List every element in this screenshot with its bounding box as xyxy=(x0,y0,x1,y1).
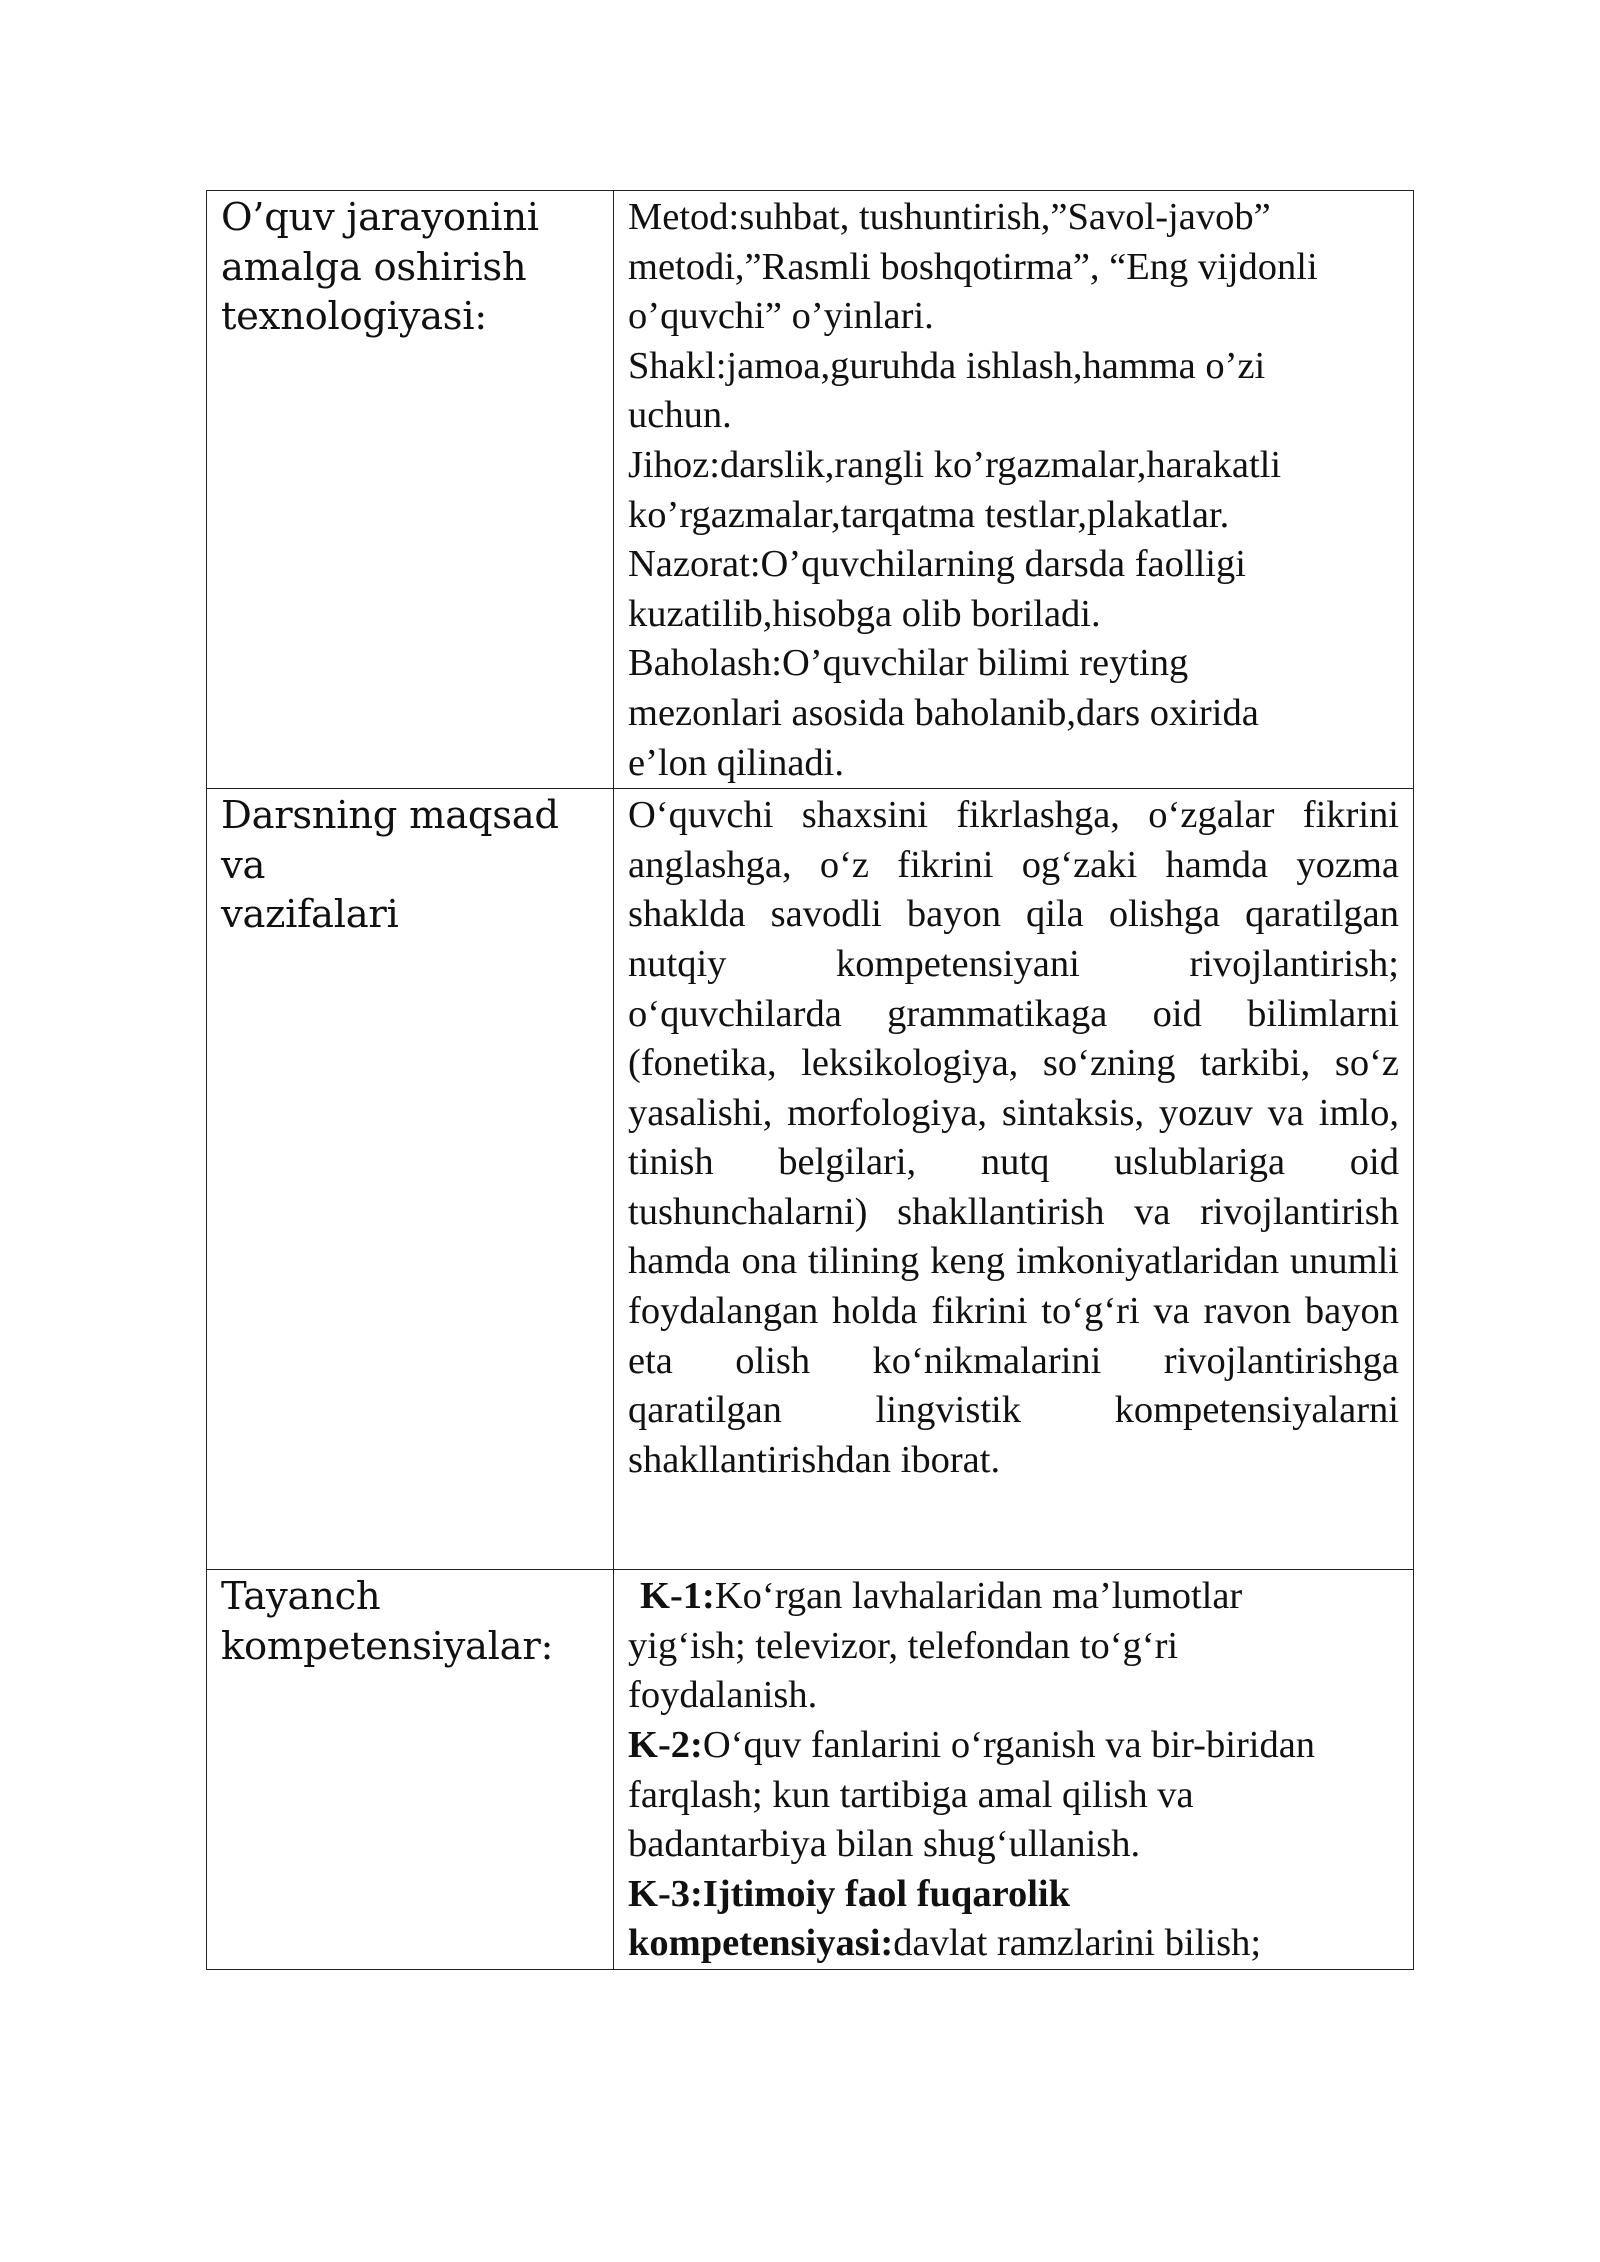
label-line: vazifalari xyxy=(221,892,399,938)
content-line: mezonlari asosida baholanib,dars oxirida xyxy=(628,691,1259,734)
lesson-plan-table xyxy=(206,190,1414,1970)
competency-text: davlat ramzlarini bilish; xyxy=(893,1922,1262,1965)
content-line: e’lon qilinadi. xyxy=(628,741,844,784)
row-label xyxy=(207,191,614,789)
label-line: kompetensiyalar: xyxy=(221,1623,554,1669)
content-line: ko’rgazmalar,tarqatma testlar,plakatlar. xyxy=(628,493,1230,536)
competency-title: Ijtimoiy faol fuqarolik xyxy=(702,1872,1071,1915)
row-content xyxy=(614,1570,1414,1970)
competency-code: K-2: xyxy=(628,1723,703,1766)
competency-k3-continued xyxy=(628,1919,1399,1969)
competency-k1 xyxy=(628,1572,1399,1622)
content-line: Metod:suhbat, tushuntirish,”Savol-javob” xyxy=(628,196,1271,238)
row-label xyxy=(207,1570,614,1970)
competency-text: yig‘ish; televizor, telefondan to‘g‘ri xyxy=(628,1624,1179,1667)
row-content xyxy=(614,191,1414,789)
competency-code: K-3: xyxy=(628,1872,703,1915)
table-row xyxy=(207,191,1414,789)
content-line: Baholash:O’quvchilar bilimi reyting xyxy=(628,642,1189,685)
label-line: O’quv jarayonini xyxy=(221,195,539,240)
competency-text: badantarbiya bilan shug‘ullanish. xyxy=(628,1823,1141,1866)
competency-k3 xyxy=(628,1870,1399,1920)
row-content xyxy=(614,789,1414,1570)
content-line: Nazorat:O’quvchilarning darsda faolligi xyxy=(628,543,1246,586)
label-line: amalga oshirish xyxy=(221,244,527,290)
label-line: Darsning maqsad va xyxy=(221,793,559,888)
content-line: o’quvchi” o’yinlari. xyxy=(628,295,934,338)
content-line: Shakl:jamoa,guruhda ishlash,hamma o’zi xyxy=(628,344,1266,387)
content-line: uchun. xyxy=(628,394,732,437)
competency-code: K-1: xyxy=(640,1575,715,1618)
label-line: texnologiyasi: xyxy=(221,294,487,340)
competency-text: O‘quv fanlarini o‘rganish va bir-biridan xyxy=(702,1723,1316,1766)
label-line: Tayanch xyxy=(221,1574,381,1620)
row-label xyxy=(207,789,614,1570)
content-line: Jihoz:darslik,rangli ko’rgazmalar,harakatli xyxy=(628,443,1282,486)
table-row xyxy=(207,1570,1414,1970)
content-line: metodi,”Rasmli boshqotirma”, “Eng vijdonli xyxy=(628,245,1318,288)
competency-text: farqlash; kun tartibiga amal qilish va xyxy=(628,1773,1194,1816)
goals-paragraph: O‘quvchi shaxsini fikrlashga, o‘zgalar fikrini anglashga, o‘z fikrini og‘zaki hamda yozma shaklda savodli bayon qila olishga qaratilgan nutqiy kompetensiyani rivojlantirish; o‘quvchilarda grammatikaga oid bilimlarni (fonetika, leksikologiya, so‘zning tarkibi, so‘z yasalishi, morfologiya, sintaksis, yozuv va imlo, tinish belgilari, nutq uslublariga oid tushunchalarni) shakllantirish va rivojlantirish hamda ona tilining keng imkoniyatlaridan unumli foydalangan holda fikrini to‘g‘ri va ravon bayon eta olish ko‘nikmalarini rivojlantirishga qaratilgan lingvistik kompetensiyalarni shakllantirishdan iborat. xyxy=(628,794,1399,1481)
content-line: kuzatilib,hisobga olib boriladi. xyxy=(628,592,1101,635)
competency-k2 xyxy=(628,1721,1399,1771)
table-row xyxy=(207,789,1414,1570)
competency-text: foydalanish. xyxy=(628,1674,818,1717)
competency-title: kompetensiyasi: xyxy=(628,1922,894,1965)
competency-text: Ko‘rgan lavhalaridan ma’lumotlar xyxy=(714,1575,1243,1618)
